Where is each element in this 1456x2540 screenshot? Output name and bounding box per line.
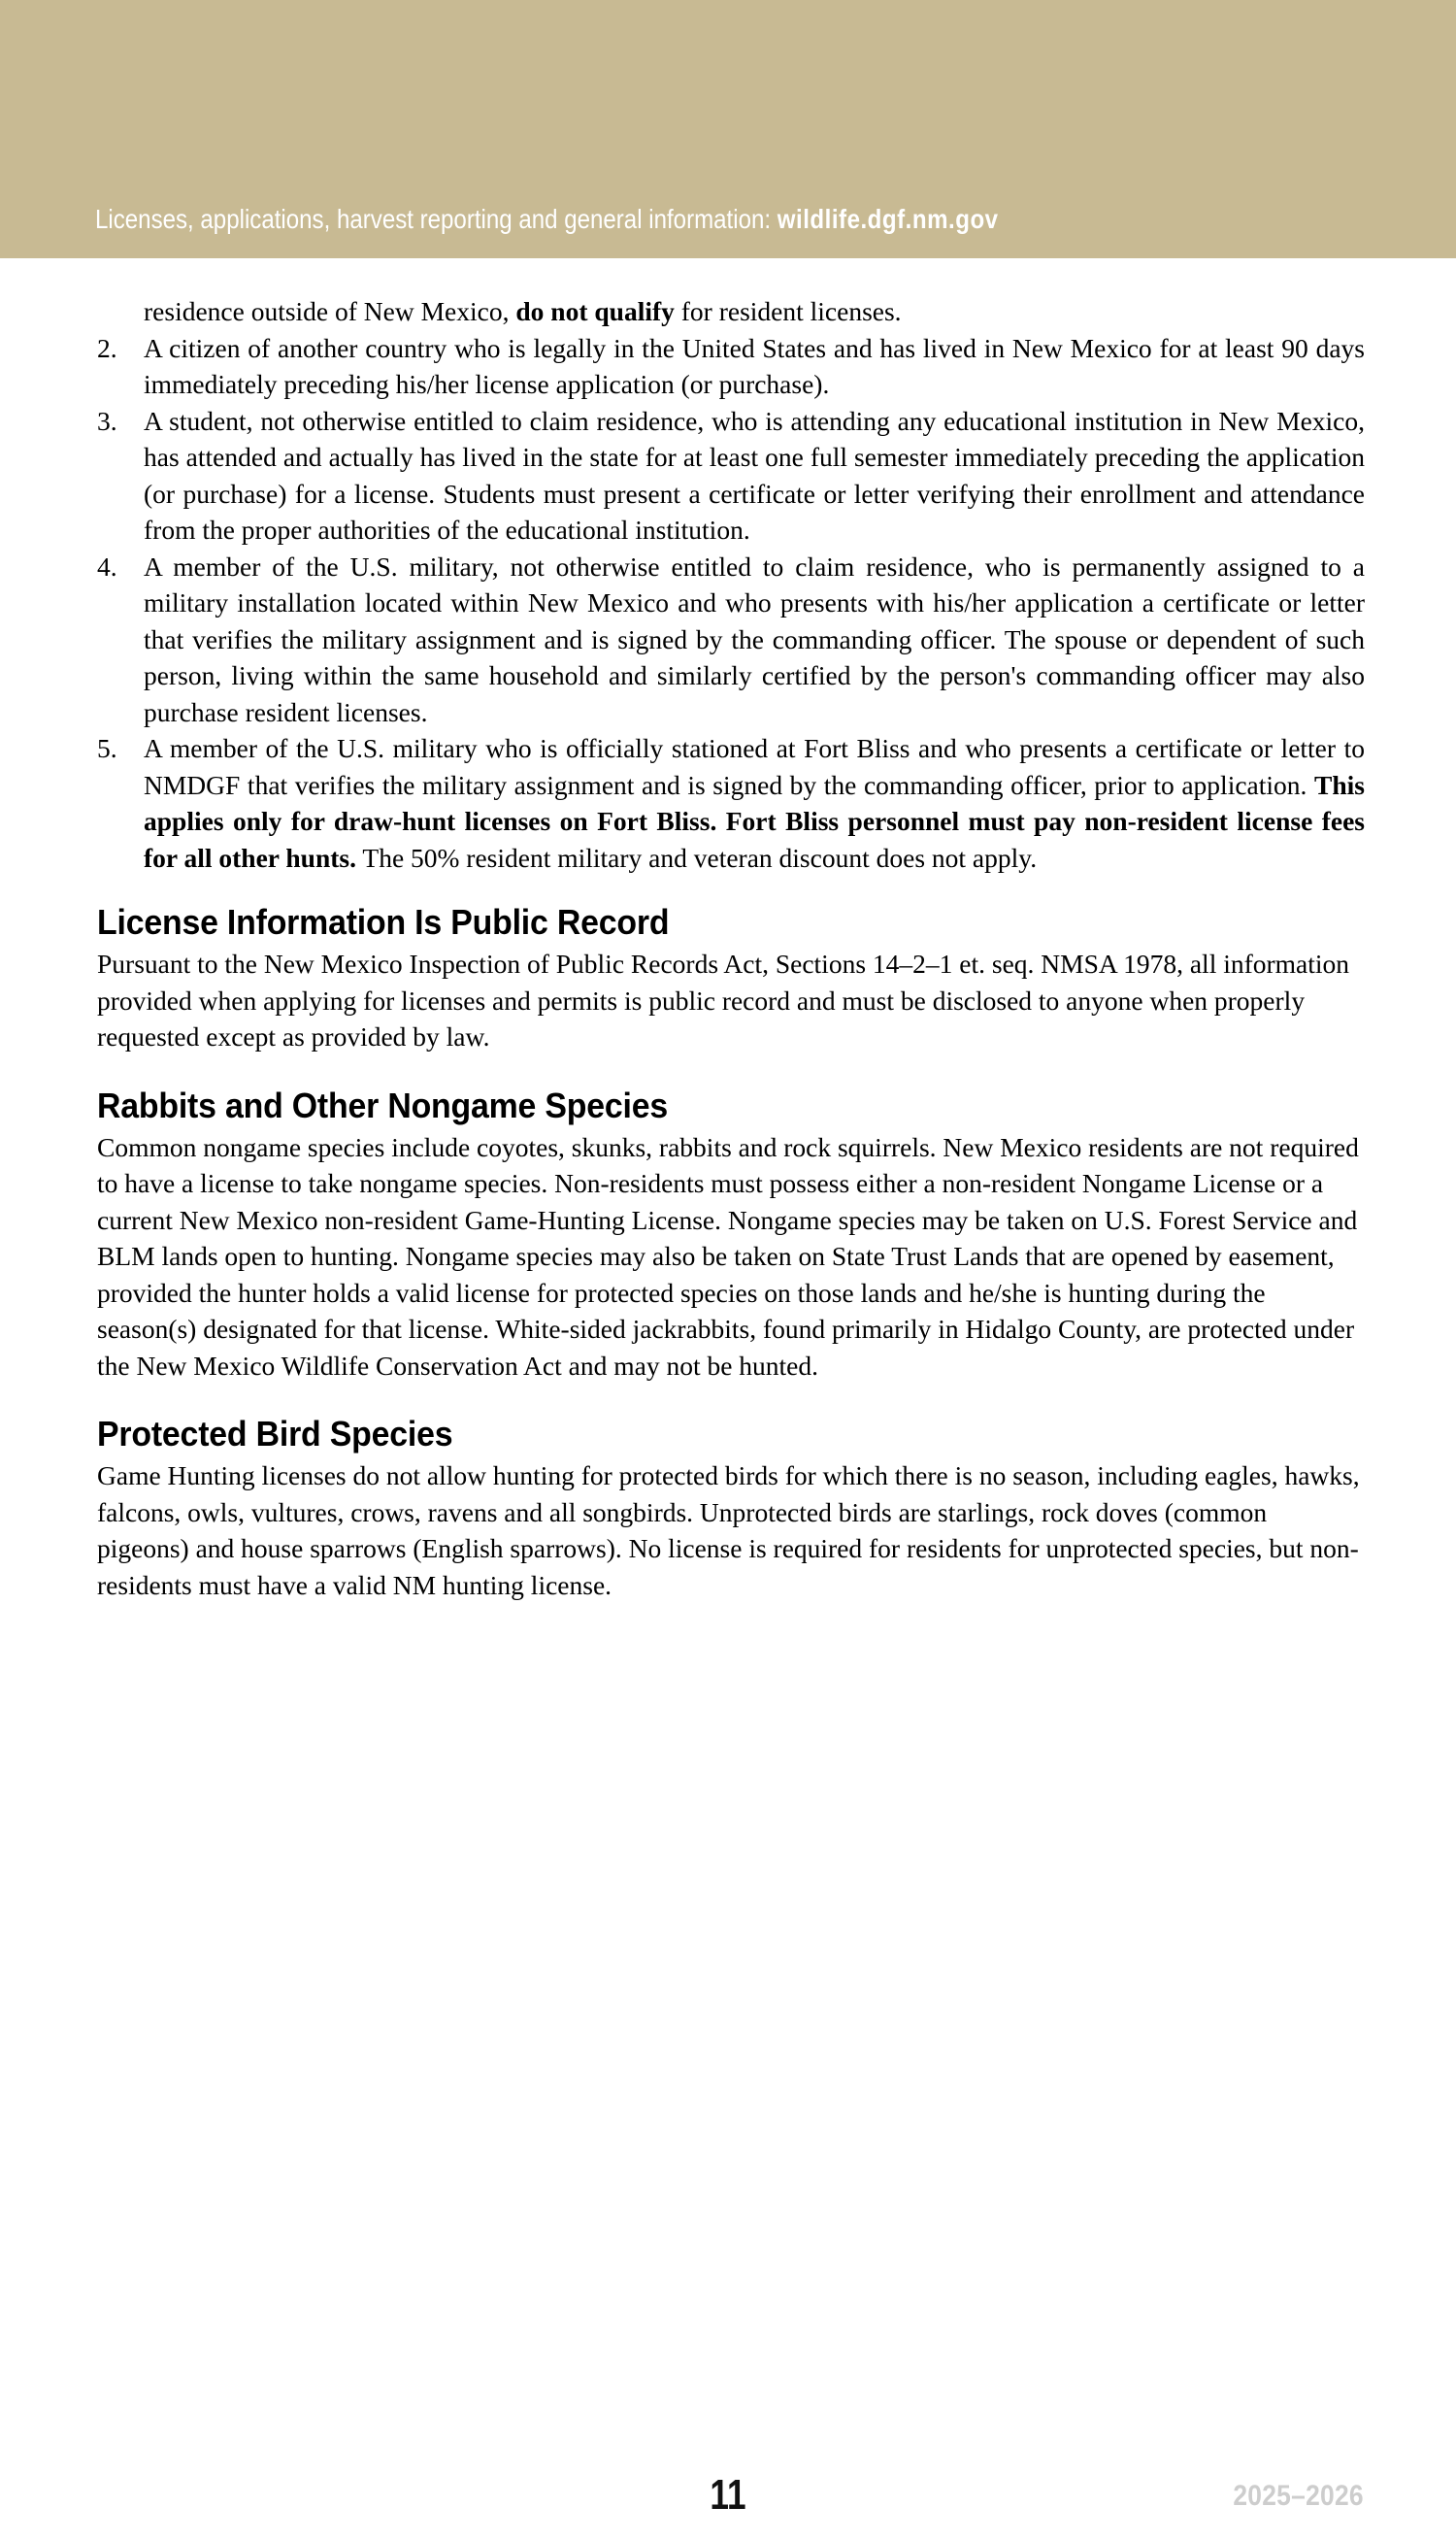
residency-lead-text: residence outside of New Mexico, — [144, 296, 516, 326]
list-item-text: A member of the U.S. military, not otherwise entitled to claim residence, who is permanently assigned to a military installation located within New Mexico and who presents with his/her application a certificate or letter that verifies the military assignment and is signed by the commanding officer. The spouse or dependent of such person, living within the same household and similarly certified by the person's commanding officer may also purchase resident licenses. — [144, 551, 1365, 727]
page-header-band — [0, 0, 1456, 258]
list-item-text: A student, not otherwise entitled to claim residence, who is attending any educational institution in New Mexico, has attended and actually has lived in the state for at least one full semester immediately preceding the application (or purchase) for a license. Students must present a certificate or letter verifying their enrollment and attendance from the proper authorities of the educational institution. — [144, 405, 1365, 545]
list-item-text-after: The 50% resident military and veteran discount does not apply. — [356, 842, 1038, 873]
residency-lead-bold: do not qualify — [515, 296, 675, 326]
section-body-license-information-is-public-record: Pursuant to the New Mexico Inspection of Public Records Act, Sections 14–2–1 et. seq. NMSA 1978, all information provided when applying for licenses and permits is public record and must be disclosed to anyone when properly requested except as provided by law. — [97, 949, 1350, 1052]
residency-requirements-list — [97, 330, 1365, 877]
page-body — [0, 258, 1456, 2519]
list-item — [97, 330, 1365, 403]
list-item-number: 3. — [97, 405, 117, 436]
list-item-text: A citizen of another country who is legally in the United States and has lived in New Mexico for at least 90 days immediately preceding his/her license application (or purchase). — [144, 332, 1365, 399]
list-item — [97, 730, 1365, 876]
list-item — [97, 403, 1365, 549]
list-item-number: 4. — [97, 551, 117, 582]
residency-lead-tail: for resident licenses. — [674, 296, 902, 326]
header-website-url: wildlife.dgf.nm.gov — [777, 204, 999, 234]
list-item-text-before: A member of the U.S. military who is officially stationed at Fort Bliss and who presents a certificate or letter to NMDGF that verifies the military assignment and is signed by the commanding officer, prior to application. — [144, 733, 1365, 800]
section-heading-license-information-is-public-record: License Information Is Public Record — [97, 902, 670, 942]
section-heading-protected-bird-species: Protected Bird Species — [97, 1414, 453, 1454]
publication-year-range: 2025–2026 — [1233, 2480, 1364, 2512]
list-item-text — [144, 730, 1365, 876]
list-item-number: 5. — [97, 733, 117, 763]
header-info-line — [95, 206, 999, 233]
content-column — [97, 293, 1365, 1603]
section-heading-rabbits-and-other-nongame-species: Rabbits and Other Nongame Species — [97, 1085, 669, 1125]
section-body-rabbits-and-other-nongame-species: Common nongame species include coyotes, skunks, rabbits and rock squirrels. New Mexico residents are not required to have a license to take nongame species. Non-residents must possess either a non-resident Nongame License or a current New Mexico non-resident Game-Hunting License. Nongame species may be taken on U.S. Forest Service and BLM lands open to hunting. Nongame species may also be taken on State Trust Lands that are opened by easement, provided the hunter holds a valid license for protected species on those lands and he/she is hunting during the season(s) designated for that license. White-sided jackrabbits, found primarily in Hidalgo County, are protected under the New Mexico Wildlife Conservation Act and may not be hunted. — [97, 1131, 1359, 1381]
list-item-number: 2. — [97, 332, 117, 363]
list-item-text-bold: This applies only for draw-hunt licenses on Fort Bliss. Fort Bliss personnel must pay non-resident license fees for all other hunts. — [144, 769, 1365, 873]
section-body-protected-bird-species: Game Hunting licenses do not allow hunting for protected birds for which there is no season, including eagles, hawks, falcons, owls, vultures, crows, ravens and all songbirds. Unprotected birds are starlings, rock doves (common pigeons) and house sparrows (English sparrows). No license is required for residents for unprotected species, but non-residents must have a valid NM hunting license. — [97, 1460, 1360, 1600]
residency-lead-line — [144, 293, 1365, 330]
list-item — [97, 549, 1365, 731]
page-footer — [0, 2472, 1456, 2540]
page-number: 11 — [710, 2471, 746, 2519]
header-info-prefix: Licenses, applications, harvest reporting and general information: — [95, 204, 778, 234]
